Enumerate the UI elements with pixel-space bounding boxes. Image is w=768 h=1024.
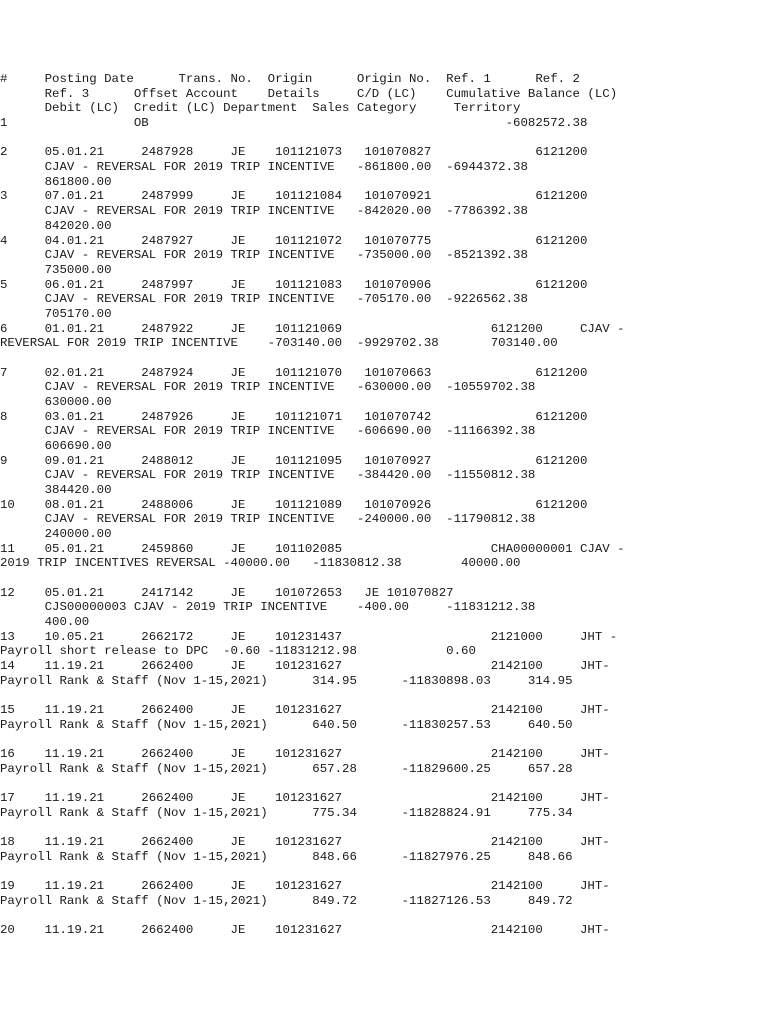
header-line: # Posting Date Trans. No. Origin Origin No. Ref. 1 Ref. 2 [0,72,580,86]
ledger-line: 9 09.01.21 2488012 JE 101121095 101070927 6121200 [0,454,588,468]
ledger-line: CJAV - REVERSAL FOR 2019 TRIP INCENTIVE -240000.00 -11790812.38 [0,512,536,526]
ledger-line: 8 03.01.21 2487926 JE 101121071 101070742 6121200 [0,410,588,424]
ledger-line: 16 11.19.21 2662400 JE 101231627 2142100 JHT- [0,747,610,761]
ledger-line: CJAV - REVERSAL FOR 2019 TRIP INCENTIVE -384420.00 -11550812.38 [0,468,536,482]
ledger-line: Payroll short release to DPC -0.60 -11831212.98 0.60 [0,644,476,658]
ledger-line: CJAV - REVERSAL FOR 2019 TRIP INCENTIVE -705170.00 -9226562.38 [0,292,528,306]
ledger-line: 6 01.01.21 2487922 JE 101121069 6121200 CJAV - [0,322,625,336]
ledger-line: Payroll Rank & Staff (Nov 1-15,2021) 848.66 -11827976.25 848.66 [0,850,573,864]
ledger-line: Payroll Rank & Staff (Nov 1-15,2021) 657.28 -11829600.25 657.28 [0,762,573,776]
ledger-line: Payroll Rank & Staff (Nov 1-15,2021) 849.72 -11827126.53 849.72 [0,894,573,908]
header-line: Debit (LC) Credit (LC) Department Sales Category Territory [0,101,521,115]
ledger-line: 17 11.19.21 2662400 JE 101231627 2142100 JHT- [0,791,610,805]
ledger-line: REVERSAL FOR 2019 TRIP INCENTIVE -703140.00 -9929702.38 703140.00 [0,336,558,350]
ledger-line: 705170.00 [0,307,112,321]
ledger-line: CJAV - REVERSAL FOR 2019 TRIP INCENTIVE -630000.00 -10559702.38 [0,380,536,394]
ledger-line: CJAV - REVERSAL FOR 2019 TRIP INCENTIVE -606690.00 -11166392.38 [0,424,536,438]
ledger-line: 5 06.01.21 2487997 JE 101121083 101070906 6121200 [0,278,588,292]
ledger-line: 384420.00 [0,483,112,497]
ledger-line: 630000.00 [0,395,112,409]
ledger-line: 18 11.19.21 2662400 JE 101231627 2142100 JHT- [0,835,610,849]
ledger-line: Payroll Rank & Staff (Nov 1-15,2021) 640.50 -11830257.53 640.50 [0,718,573,732]
ledger-line: 861800.00 [0,175,112,189]
ledger-line: 1 OB -6082572.38 [0,116,588,130]
ledger-line: 2 05.01.21 2487928 JE 101121073 101070827 6121200 [0,145,588,159]
ledger-line: 240000.00 [0,527,112,541]
ledger-line: Payroll Rank & Staff (Nov 1-15,2021) 314.95 -11830898.03 314.95 [0,674,573,688]
ledger-line: 12 05.01.21 2417142 JE 101072653 JE 101070827 [0,586,454,600]
ledger-line: Payroll Rank & Staff (Nov 1-15,2021) 775.34 -11828824.91 775.34 [0,806,573,820]
ledger-line: 14 11.19.21 2662400 JE 101231627 2142100 JHT- [0,659,610,673]
ledger-line: 11 05.01.21 2459860 JE 101102085 CHA00000001 CJAV - [0,542,625,556]
ledger-line: 10 08.01.21 2488006 JE 101121089 101070926 6121200 [0,498,588,512]
ledger-line: 606690.00 [0,439,112,453]
ledger-line: CJAV - REVERSAL FOR 2019 TRIP INCENTIVE -735000.00 -8521392.38 [0,248,528,262]
ledger-line: 7 02.01.21 2487924 JE 101121070 101070663 6121200 [0,366,588,380]
ledger-line: 4 04.01.21 2487927 JE 101121072 101070775 6121200 [0,234,588,248]
ledger-line: 2019 TRIP INCENTIVES REVERSAL -40000.00 -11830812.38 40000.00 [0,556,521,570]
ledger-line: 3 07.01.21 2487999 JE 101121084 101070921 6121200 [0,189,588,203]
ledger-line: 842020.00 [0,219,112,233]
ledger-line: CJAV - REVERSAL FOR 2019 TRIP INCENTIVE -842020.00 -7786392.38 [0,204,528,218]
ledger-line: CJS00000003 CJAV - 2019 TRIP INCENTIVE -400.00 -11831212.38 [0,600,536,614]
header-line: Ref. 3 Offset Account Details C/D (LC) Cumulative Balance (LC) [0,87,618,101]
ledger-line: 19 11.19.21 2662400 JE 101231627 2142100 JHT- [0,879,610,893]
ledger-line: 400.00 [0,615,90,629]
ledger-line: CJAV - REVERSAL FOR 2019 TRIP INCENTIVE -861800.00 -6944372.38 [0,160,528,174]
ledger-line: 735000.00 [0,263,112,277]
ledger-line: 13 10.05.21 2662172 JE 101231437 2121000 JHT - [0,630,618,644]
ledger-line: 20 11.19.21 2662400 JE 101231627 2142100 JHT- [0,923,610,937]
ledger-line: 15 11.19.21 2662400 JE 101231627 2142100 JHT- [0,703,610,717]
